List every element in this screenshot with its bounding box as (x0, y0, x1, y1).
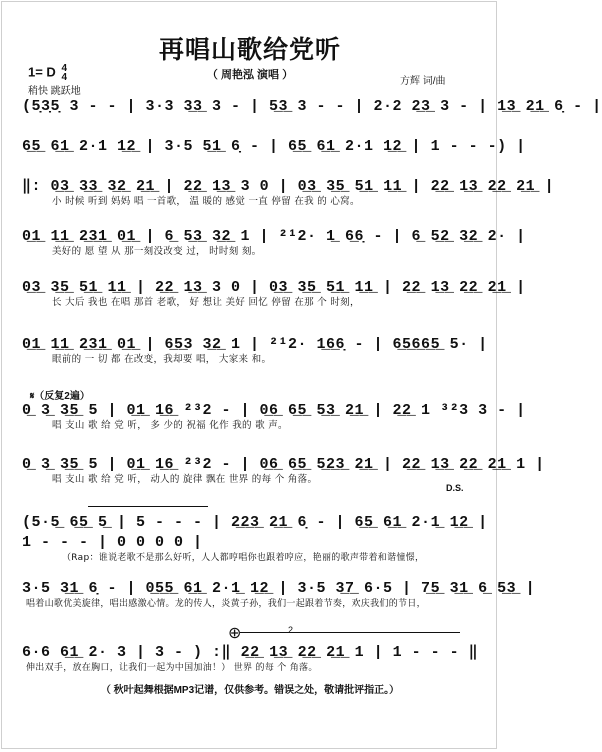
notation-line: 0̲ 3̲ 3̲5̲ 5 | 0̲1̲ 1̲6̲ ²³2 - | 0̲6̲ 6̲5̲ 5̲2̲3̲ 2̲1̲ | 2̲2̲ 1̲3̲ 2̲2̲ 2̲1̲ 1 | (22, 456, 545, 473)
notation-line: 6·6 6̲1̲ 2· 3 | 3 - ) :‖ 2̲2̲ 1̲3̲ 2̲2̲ 2̲1̲ 1 | 1 - - - ‖ (22, 644, 479, 661)
notation-line: 3·5 3̲1̲ 6̣ - | 0̲5̲5̲ 6̲1̲ 2·1̲ 1̲2̲ | 3·5 3̲7̲ 6·5 | 7̲5̲ 3̲1̲ 6̲ 5̲3̲ | (22, 580, 536, 597)
song-title: 再唱山歌给党听 (158, 35, 341, 64)
score-row (22, 138, 526, 156)
score-row (22, 228, 526, 258)
score-row (22, 402, 526, 432)
notation-line: ‖: 0̲3̲ 3̲3̲ 3̲2̲ 2̲1̲ | 2̲2̲ 1̲3̲ 3 0 | 0̲3̲ 3̲5̲ 5̲1̲ 1̲1̲ | 2̲2̲ 1̲3̲ 2̲2̲ 2̲1̲ | (22, 178, 555, 195)
tempo-marking: 稍快 跳跃地 (28, 86, 81, 97)
volta-number: 2 (288, 625, 294, 635)
notation-line: (5̣3̣5̣ 3 - - | 3·3 3̲3̲ 3 - | 5̲3̲ 3 - - | 2·2 2̲3̲ 3 - | 1̲3̲ 2̲1̲ 6̣ - | (22, 98, 602, 115)
key-signature (28, 64, 67, 82)
notation-line: 0̲ 3̲ 3̲5̲ 5 | 0̲1̲ 1̲6̲ ²³2 - | 0̲6̲ 6̲5̲ 5̲3̲ 2̲1̲ | 2̲2̲ 1 ³²3 3 - | (22, 402, 526, 419)
notation-line: (5·5̲ 6̲5̲ 5̲ | 5 - - - | 2̲2̲3̲ 2̲1̲ 6̣ - | 6̲5̲ 6̲1̲ 2·1̲ 1̲2̲ | (22, 514, 488, 531)
key-label: 1= D (28, 64, 56, 80)
ds-mark: D.S. (446, 483, 464, 493)
volta-bracket (88, 506, 208, 507)
time-bottom: 4 (61, 72, 68, 83)
lyric-line: 唱着山歌优美旋律，唱出感激心情。龙的传人，炎黄子孙，我们一起跟着节奏，欢庆我们的节日， (26, 599, 426, 609)
lyric-line: 唱 支山 歌 给 党 听， 多 少的 祝福 化作 我的 歌 声。 (52, 420, 288, 431)
composer-credit: 方辉 词/曲 (400, 76, 446, 87)
score-row (22, 456, 545, 486)
notation-line: 0̲1̲ 1̲1̲ 2̲3̲1̲ 0̲1̲ | 6̲ 5̲3̲ 3̲2̲ 1 | ²¹2· 1̲ 6̲6̣ - | 6̲ 5̲2̲ 3̲2̲ 2· | (22, 228, 526, 245)
segno-repeat-mark: 𝄋（反复2遍） (30, 391, 90, 402)
time-top: 4 (61, 63, 68, 74)
volta-bracket (240, 632, 460, 633)
score-row (22, 514, 488, 532)
lyric-line: 长 大后 我也 在唱 那首 老歌， 好 想让 美好 回忆 停留 在那 个 时刻， (52, 297, 360, 308)
score-row (22, 580, 536, 610)
notation-line: 6̲5̲ 6̲1̲ 2·1 1̲2̲ | 3·5 5̲1̲ 6̣ - | 6̲5̲ 6̲1̲ 2·1 1̲2̲ | 1 - - -) | (22, 138, 526, 155)
time-signature (61, 64, 67, 82)
transcription-note: （ 秋叶起舞根据MP3记谱，仅供参考。错误之处，敬请批评指正。） (100, 685, 400, 696)
lyric-line: 美好的 愿 望 从 那一刻没改变 过， 时时刻 刻。 (52, 246, 262, 257)
notation-line: 1 - - - | 0 0 0 0 | (22, 534, 203, 551)
notation-line: 0̲1̲ 1̲1̲ 2̲3̲1̲ 0̲1̲ | 6̲5̲3 3̲2̲ 1 | ²¹2· 1̲6̲6̣ - | 6̲5̲6̲6̲5̲ 5· | (22, 336, 488, 353)
lyric-line: （Rap：谁说老歌不是那么好听，人人都哼唱你也跟着哼应，艳丽的歌声带着和谐憧憬， (62, 553, 425, 563)
lyric-line: 眼前的 一 切 都 在改变，我却要 唱， 大家来 和。 (52, 354, 272, 365)
score-row (22, 279, 526, 309)
performer-credit: （ 周艳泓 演唱 ） (206, 69, 294, 81)
score-row (22, 534, 482, 564)
lyric-line: 小 时候 听到 妈妈 唱 一首歌， 温 暖的 感觉 一直 停留 在我 的 心窝。 (52, 196, 360, 207)
notation-line: 0̲3̲ 3̲5̲ 5̲1̲ 1̲1̲ | 2̲2̲ 1̲3̲ 3 0 | 0̲3̲ 3̲5̲ 5̲1̲ 1̲1̲ | 2̲2̲ 1̲3̲ 2̲2̲ 2̲1̲ | (22, 279, 526, 296)
score-row (22, 98, 602, 116)
lyric-line: 伸出双手，放在胸口，让我们一起为中国加油！） 世界 的每 个 角落。 (26, 663, 318, 673)
lyric-line: 唱 支山 歌 给 党 听， 动人的 旋律 飘在 世界 的每 个 角落。 (52, 474, 318, 485)
coda-mark: ⊕ (228, 625, 242, 642)
score-row (22, 644, 482, 674)
score-row (22, 178, 555, 208)
score-row (22, 336, 488, 366)
